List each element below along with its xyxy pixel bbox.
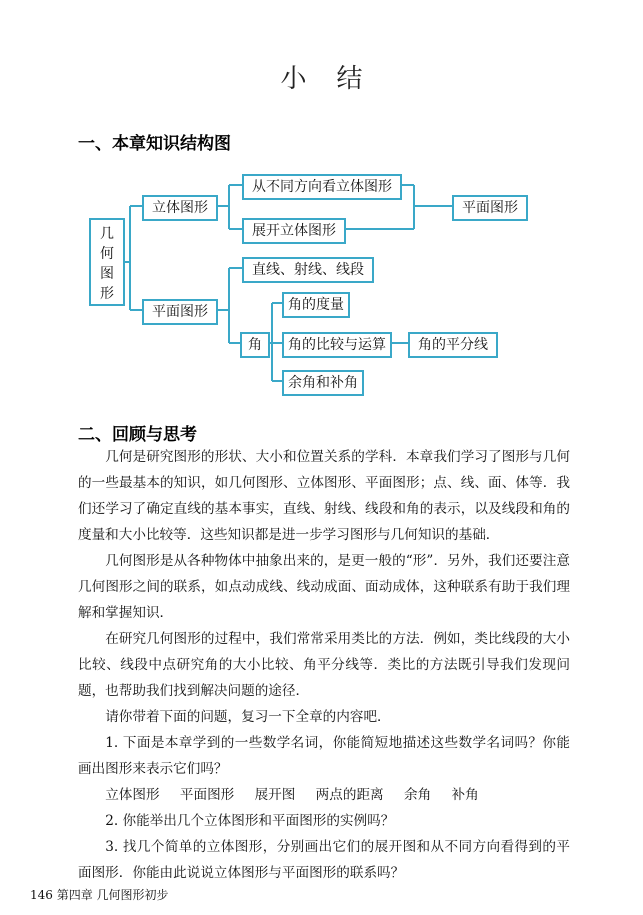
knowledge-structure-diagram [0,160,643,400]
diagram-node-view: 从不同方向看立体图形 [242,174,402,200]
diagram-node-root [89,218,125,306]
paragraph: 在研究几何图形的过程中，我们常常采用类比的方法．例如，类比线段的大小比较、线段中点研究角的大小比较、角平分线等．类比的方法既引导我们发现问题，也帮助我们找到解决问题的途径． [78,631,570,699]
question-1: 1. 下面是本章学到的一些数学名词，你能简短地描述这些数学名词吗？你能画出图形来表示它们吗？ [78,735,570,777]
diagram-node-complement: 余角和补角 [282,370,364,396]
diagram-node-angle-bisector: 角的平分线 [408,332,498,358]
section-heading-review: 二、回顾与思考 [78,425,197,445]
diagram-node-angle-measure: 角的度量 [282,292,350,318]
diagram-node-angle: 角 [240,332,270,358]
diagram-node-unfold: 展开立体图形 [242,218,346,244]
paragraph: 请你带着下面的问题，复习一下全章的内容吧． [105,709,391,725]
term-list: 立体图形 平面图形 展开图 两点的距离 余角 补角 [105,787,479,803]
diagram-node-lines: 直线、射线、线段 [242,257,374,283]
paragraph: 几何图形是从各种物体中抽象出来的，是更一般的“形”．另外，我们还要注意几何图形之间的联系，如点动成线、线动成面、面动成体，这种联系有助于我们理解和掌握知识． [78,553,570,621]
diagram-node-plane: 平面图形 [142,299,218,325]
page-title: 小结 [280,64,393,94]
page-footer: 146 第四章 几何图形初步 [30,888,169,902]
question-2: 2. 你能举出几个立体图形和平面图形的实例吗？ [105,813,395,829]
diagram-node-solid: 立体图形 [142,195,218,221]
section-heading-structure: 一、本章知识结构图 [78,134,231,154]
root-label: 几何图形 [100,226,114,302]
diagram-node-angle-compare: 角的比较与运算 [282,332,392,358]
body-text [78,444,570,886]
question-3: 3. 找几个简单的立体图形，分别画出它们的展开图和从不同方向看得到的平面图形．你能由此说说立体图形与平面图形的联系吗？ [78,839,570,881]
paragraph: 几何是研究图形的形状、大小和位置关系的学科．本章我们学习了图形与几何的一些最基本的知识，如几何图形、立体图形、平面图形；点、线、面、体等．我们还学习了确定直线的基本事实，直线、射线、线段和角的表示，以及线段和角的度量和大小比较等．这些知识都是进一步学习图形与几何知识的基础． [78,449,570,543]
diagram-node-plane-result: 平面图形 [452,195,528,221]
